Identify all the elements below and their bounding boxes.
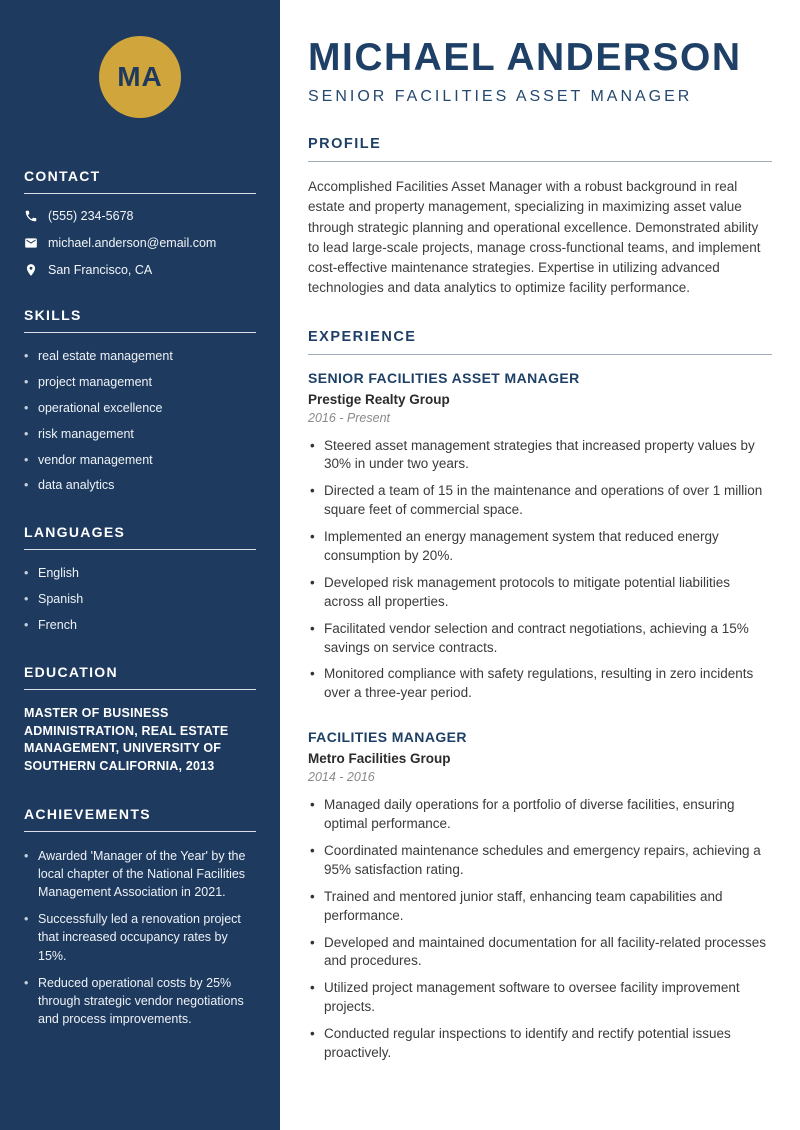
job-bullet: • Conducted regular inspections to identify and rectify potential issues proactively.	[308, 1025, 772, 1063]
achievements-section-title: ACHIEVEMENTS	[24, 806, 256, 832]
skill-item: • risk management	[24, 426, 256, 443]
job-company: Prestige Realty Group	[308, 391, 450, 407]
education-text: MASTER OF BUSINESS ADMINISTRATION, REAL ESTATE MANAGEMENT, UNIVERSITY OF SOUTHERN CALIFORNIA, 2013	[24, 705, 229, 774]
job-bullet: • Implemented an energy management system that reduced energy consumption by 20%.	[308, 528, 772, 566]
skills-list	[24, 348, 256, 494]
achievement-item: • Reduced operational costs by 25% through strategic vendor negotiations and process improvements.	[24, 974, 256, 1028]
profile-section	[308, 136, 772, 299]
headline-job-title: SENIOR FACILITIES ASSET MANAGER	[308, 88, 693, 105]
job-bullet: • Managed daily operations for a portfolio of diverse facilities, ensuring optimal performance.	[308, 796, 772, 834]
language-item: • English	[24, 565, 256, 582]
languages-section	[24, 524, 256, 634]
skills-section-title: SKILLS	[24, 307, 256, 333]
contact-location	[24, 263, 256, 277]
experience-section	[308, 329, 772, 1063]
contact-email-text: michael.anderson@email.com	[48, 236, 217, 250]
job-dates: 2016 - Present	[308, 410, 390, 425]
job-bullets	[308, 796, 772, 1063]
job-bullet: • Coordinated maintenance schedules and emergency repairs, achieving a 95% satisfaction rating.	[308, 842, 772, 880]
achievement-item: • Successfully led a renovation project that increased occupancy rates by 15%.	[24, 910, 256, 964]
avatar	[99, 36, 181, 118]
job-entry	[308, 729, 772, 1063]
contact-phone-text: (555) 234-5678	[48, 209, 134, 223]
contact-email	[24, 236, 256, 250]
language-item: • French	[24, 617, 256, 634]
job-bullet: • Trained and mentored junior staff, enhancing team capabilities and performance.	[308, 888, 772, 926]
sidebar	[0, 0, 280, 1130]
skill-item: • real estate management	[24, 348, 256, 365]
job-entry	[308, 370, 772, 704]
languages-list	[24, 565, 256, 634]
achievements-list	[24, 847, 256, 1028]
job-bullet: • Developed risk management protocols to mitigate potential liabilities across all properties.	[308, 574, 772, 612]
job-bullet: • Developed and maintained documentation for all facility-related processes and procedures.	[308, 934, 772, 972]
experience-section-title: EXPERIENCE	[308, 329, 772, 355]
education-section-title: EDUCATION	[24, 664, 256, 690]
job-bullet: • Utilized project management software to oversee facility improvement projects.	[308, 979, 772, 1017]
contact-section	[24, 168, 256, 277]
languages-section-title: LANGUAGES	[24, 524, 256, 550]
education-section	[24, 664, 256, 776]
job-title: FACILITIES MANAGER	[308, 729, 467, 746]
achievement-item: • Awarded 'Manager of the Year' by the local chapter of the National Facilities Management Association in 2021.	[24, 847, 256, 901]
main-content	[280, 0, 800, 1130]
contact-location-text: San Francisco, CA	[48, 263, 153, 277]
skills-section	[24, 307, 256, 494]
job-company: Metro Facilities Group	[308, 751, 451, 767]
skill-item: • operational excellence	[24, 400, 256, 417]
contact-phone	[24, 209, 256, 223]
skill-item: • project management	[24, 374, 256, 391]
location-icon	[24, 263, 38, 277]
profile-text: Accomplished Facilities Asset Manager with a robust background in real estate and property management, specializing in maximizing asset value through strategic planning and operational excellence. Demonstrated ability to lead large-scale projects, manage cross-functional teams, and implement cost-effective maintenance strategies. Expertise in utilizing advanced technologies and data analytics to optimize facility performance.	[308, 179, 761, 296]
job-bullets	[308, 437, 772, 704]
skill-item: • vendor management	[24, 452, 256, 469]
skill-item: • data analytics	[24, 477, 256, 494]
profile-section-title: PROFILE	[308, 136, 772, 162]
job-bullet: • Facilitated vendor selection and contract negotiations, achieving a 15% savings on service contracts.	[308, 620, 772, 658]
language-item: • Spanish	[24, 591, 256, 608]
name-heading: MICHAEL ANDERSON	[308, 36, 742, 79]
avatar-initials: MA	[117, 61, 163, 92]
job-bullet: • Monitored compliance with safety regulations, resulting in zero incidents over a three-year period.	[308, 665, 772, 703]
job-dates: 2014 - 2016	[308, 770, 375, 785]
contact-section-title: CONTACT	[24, 168, 256, 194]
email-icon	[24, 236, 38, 250]
achievements-section	[24, 806, 256, 1028]
job-bullet: • Directed a team of 15 in the maintenance and operations of over 1 million square feet of commercial space.	[308, 482, 772, 520]
job-bullet: • Steered asset management strategies that increased property values by 30% in under two years.	[308, 437, 772, 475]
job-title: SENIOR FACILITIES ASSET MANAGER	[308, 369, 580, 386]
phone-icon	[24, 209, 38, 223]
